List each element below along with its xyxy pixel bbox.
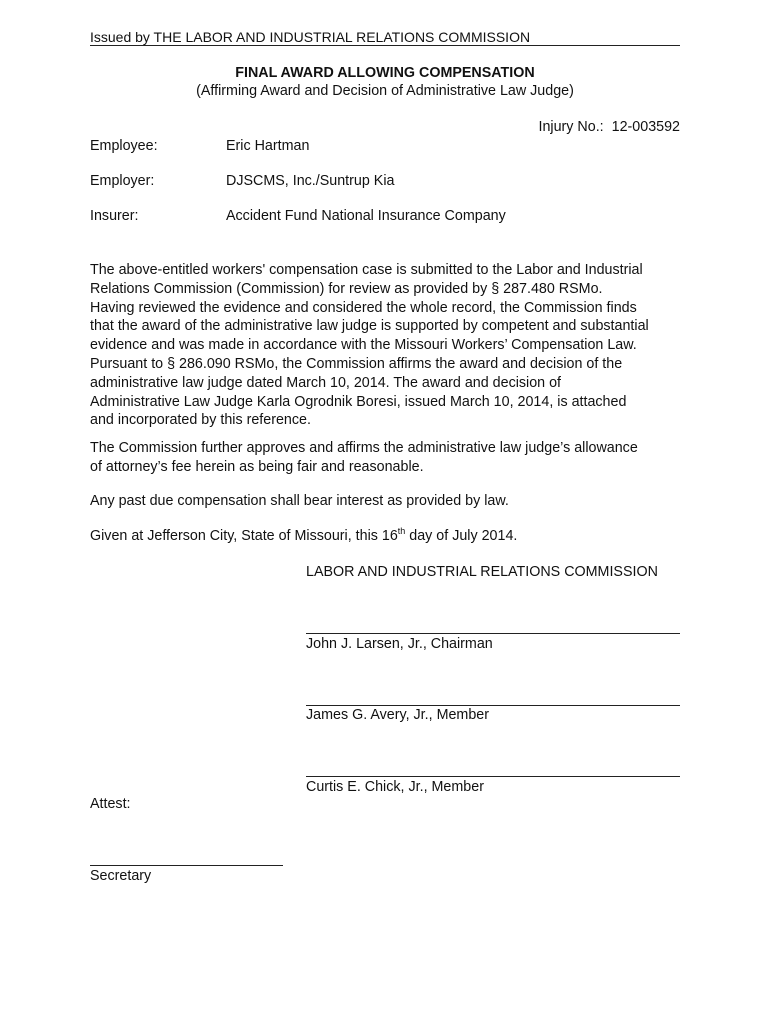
issued-by-header xyxy=(90,30,680,46)
injury-value: 12-003592 xyxy=(611,119,680,135)
ordinal-suffix: th xyxy=(397,526,406,536)
given-at-date: day of July 2014. xyxy=(405,528,518,544)
paragraph-line: of attorney’s fee herein as being fair and reasonable. xyxy=(90,458,424,475)
signature-line-member-avery xyxy=(306,705,680,706)
injury-label: Injury No.: xyxy=(538,119,604,135)
attest-label: Attest: xyxy=(90,796,131,812)
paragraph-line: Having reviewed the evidence and considered the whole record, the Commission finds xyxy=(90,299,637,316)
paragraph-line: evidence and was made in accordance with the Missouri Workers’ Compensation Law. xyxy=(90,337,637,354)
employer-value: DJSCMS, Inc./Suntrup Kia xyxy=(226,173,395,189)
injury-number xyxy=(538,119,680,135)
signatory-member-avery: James G. Avery, Jr., Member xyxy=(306,707,489,723)
paragraph-line: Administrative Law Judge Karla Ogrodnik Boresi, issued March 10, 2014, is attached xyxy=(90,393,627,410)
given-at-text: Given at Jefferson City, State of Missouri, this 16 xyxy=(90,528,398,544)
secretary-label: Secretary xyxy=(90,868,152,884)
paragraph-line: and incorporated by this reference. xyxy=(90,412,311,429)
signature-line-member-chick xyxy=(306,776,680,777)
document-title: FINAL AWARD ALLOWING COMPENSATION xyxy=(235,65,535,81)
paragraph-line: Relations Commission (Commission) for review as provided by § 287.480 RSMo. xyxy=(90,280,603,297)
paragraph-review xyxy=(90,261,690,430)
signatory-chairman: John J. Larsen, Jr., Chairman xyxy=(306,636,493,652)
paragraph-line: that the award of the administrative law judge is supported by competent and substantial xyxy=(90,318,649,335)
signature-line-secretary xyxy=(90,865,283,866)
document-subtitle: (Affirming Award and Decision of Administrative Law Judge) xyxy=(196,83,574,99)
paragraph-given-at xyxy=(90,527,690,546)
paragraph-interest: Any past due compensation shall bear interest as provided by law. xyxy=(90,493,509,509)
commission-name: LABOR AND INDUSTRIAL RELATIONS COMMISSION xyxy=(306,564,658,580)
employee-label: Employee: xyxy=(90,138,158,154)
paragraph-attorney-fee xyxy=(90,439,690,477)
paragraph-line: administrative law judge dated March 10, 2014. The award and decision of xyxy=(90,374,562,391)
issued-by-text: Issued by THE LABOR AND INDUSTRIAL RELATIONS COMMISSION xyxy=(90,29,531,45)
insurer-label: Insurer: xyxy=(90,208,139,224)
employer-label: Employer: xyxy=(90,173,155,189)
signature-line-chairman xyxy=(306,633,680,634)
paragraph-line: The above-entitled workers' compensation case is submitted to the Labor and Industrial xyxy=(90,262,643,278)
paragraph-line: Pursuant to § 286.090 RSMo, the Commission affirms the award and decision of the xyxy=(90,355,623,372)
paragraph-line: The Commission further approves and affirms the administrative law judge’s allowance xyxy=(90,440,638,456)
signatory-member-chick: Curtis E. Chick, Jr., Member xyxy=(306,779,484,795)
insurer-value: Accident Fund National Insurance Company xyxy=(226,208,506,224)
employee-value: Eric Hartman xyxy=(226,138,310,154)
